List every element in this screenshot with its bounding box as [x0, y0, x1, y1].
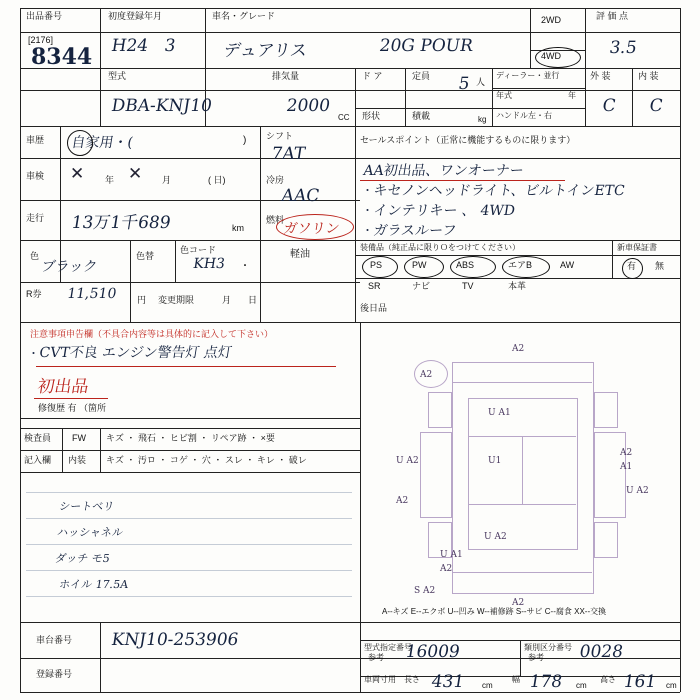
- lm-h3: [20, 240, 360, 241]
- grade: 20G POUR: [378, 36, 475, 56]
- warranty-mark: 有: [627, 261, 637, 271]
- diagram-label-top: A2: [512, 344, 525, 354]
- border-left: [20, 8, 21, 692]
- diagram-label-ua2-mid: U A2: [484, 532, 507, 542]
- rken-split: [130, 282, 131, 322]
- car-damage-diagram: [380, 336, 670, 616]
- notice-line1-underline: [36, 366, 336, 367]
- lot-number: 8344: [31, 44, 93, 70]
- model-name-label: 車名・グレード: [212, 11, 276, 21]
- diagram-label-a2-l2: A2: [396, 496, 409, 506]
- equip-label: 装備品（純正品に限りＯをつけてください）: [360, 243, 520, 252]
- equip-tv: TV: [462, 281, 474, 291]
- notice-title: 注意事項申告欄（不具合内容等は具体的に記入して下さい）: [30, 329, 274, 339]
- inspector-items: キズ ・ 飛石 ・ ヒビ割 ・ リペア跡 ・ ×要: [106, 433, 275, 443]
- reg-month: 3: [163, 36, 177, 56]
- note-rule-4: [26, 570, 352, 571]
- door-label: ド ア: [362, 71, 383, 81]
- shaken-year: 年: [105, 175, 115, 185]
- chassis-label: 車台番号: [36, 635, 73, 645]
- footer-v1: [100, 622, 101, 692]
- grid-h1: [20, 32, 680, 33]
- notice-h3: [20, 450, 360, 451]
- width-unit: cm: [576, 681, 587, 690]
- handle-label: ハンドル左・右: [496, 111, 552, 120]
- equip-pw: PW: [412, 260, 427, 270]
- seats-unit: 人: [476, 77, 486, 87]
- class-label: 類別区分番号: [524, 643, 572, 652]
- grid-v7: [632, 68, 633, 126]
- fuel-value: ガソリン: [282, 221, 341, 237]
- equip-aw: AW: [560, 260, 575, 270]
- ac-label: 冷房: [266, 175, 285, 185]
- warranty-split: [612, 240, 613, 278]
- type-desig-label: 型式指定番号: [364, 643, 412, 652]
- type-value: DBA-KNJ10: [110, 96, 214, 116]
- diagram-label-ua2-left: U A2: [396, 456, 419, 466]
- record-label: 記入欄: [24, 455, 52, 465]
- diagram-label-a2-low: A2: [440, 564, 453, 574]
- warranty-value: 無: [655, 261, 665, 271]
- drive-2wd-label: 2WD: [541, 15, 561, 25]
- diagram-label-bottom: A2: [512, 598, 525, 608]
- diagram-cabin: [468, 398, 578, 550]
- border-bottom: [20, 692, 680, 693]
- diagram-side-right: [594, 432, 626, 518]
- mileage-label: 走行: [26, 213, 45, 223]
- score-label: 評 価 点: [596, 11, 629, 21]
- notice-line-2: 初出品: [36, 377, 91, 397]
- sales-item-2: インテリキー 、 4WD: [372, 203, 517, 219]
- disp-value: 2000: [285, 96, 332, 116]
- footer-v2: [360, 622, 361, 692]
- diagram-label-ua1-low: U A1: [440, 550, 463, 560]
- diagram-label-sa2: S A2: [414, 586, 436, 596]
- len-unit: cm: [482, 681, 493, 690]
- note-text-2: ハッシャネル: [56, 526, 124, 539]
- color-split: [130, 240, 131, 282]
- sales-title: セールスポイント（正常に機能するものに限ります）: [360, 135, 576, 145]
- height-value: 161: [622, 672, 658, 692]
- diagram-wheel-rr: [594, 522, 618, 558]
- history-value: 自家用・(: [70, 135, 135, 151]
- grid-v1: [100, 8, 101, 126]
- load-label: 積載: [412, 111, 431, 121]
- grid-v6: [585, 8, 586, 126]
- history-circle: [67, 130, 93, 156]
- equip-abs: ABS: [456, 260, 475, 270]
- rken-unit: 円: [137, 295, 147, 305]
- maker-unit: 年: [568, 91, 576, 100]
- grid-v5: [530, 8, 531, 68]
- note-text-4: ホイル 17.5A: [58, 578, 130, 591]
- diagram-label-fl: A2: [420, 370, 433, 380]
- width-label: 幅: [512, 675, 520, 684]
- dimension-label: 車両寸用: [364, 675, 396, 684]
- warranty-label: 新車保証書: [617, 243, 657, 252]
- color-change-label: 色替: [136, 251, 155, 261]
- type-desig-sub: 参考: [368, 653, 384, 662]
- shape-split: [355, 108, 492, 109]
- rken-label: R券: [26, 289, 42, 299]
- shaken-month: 月: [162, 175, 172, 185]
- maker-label: 年式: [496, 91, 512, 100]
- reg-date-label: 初度登録年月: [108, 11, 163, 21]
- disp-label: 排気量: [272, 71, 300, 81]
- equip-sr: SR: [368, 281, 381, 291]
- color-code-dot: ・: [240, 261, 250, 272]
- border-right: [680, 8, 681, 692]
- diagram-line-5: [452, 572, 592, 573]
- shaken-label: 車検: [26, 171, 45, 181]
- note-text-3: ダッチ モ5: [54, 552, 111, 565]
- class-value: 0028: [578, 642, 625, 662]
- lm-h4: [20, 282, 360, 283]
- drive-4wd-label: 4WD: [541, 51, 561, 61]
- diagram-label-a2-right: A2: [620, 448, 633, 458]
- inspector-split: [62, 428, 63, 472]
- note-rule-3: [26, 544, 352, 545]
- class-sub: 参考: [528, 653, 544, 662]
- grid-v4: [492, 68, 493, 126]
- lm-h5: [20, 322, 680, 323]
- disp-unit: CC: [338, 113, 350, 122]
- fuel-sub: 軽油: [290, 249, 310, 260]
- footer-h1: [20, 622, 680, 623]
- ext-grade: C: [601, 96, 618, 116]
- border-top: [20, 8, 680, 9]
- diagram-legend: A--キズ E--エクボ U--凹み W--補修跡 S--サビ C--腐食 XX--交換: [382, 607, 607, 616]
- color-code-label: 色コード: [180, 245, 217, 255]
- notice-h2: [20, 428, 360, 429]
- grid-v3b: [405, 68, 406, 126]
- sales-bullet-2: ・: [362, 204, 373, 217]
- sales-item-3: ガラスルーフ: [372, 223, 458, 239]
- equip-airbag: エアB: [508, 260, 533, 270]
- note-rule-1: [26, 492, 352, 493]
- grid-h2: [20, 68, 680, 69]
- reg-number-label: 登録番号: [36, 669, 73, 679]
- left-block-left: [20, 126, 21, 322]
- dealer-label: ディーラー・並行: [496, 71, 560, 80]
- sales-bullet-1: ・: [362, 184, 373, 197]
- change-limit-month: 月: [222, 295, 232, 305]
- diagram-label-u1: U1: [488, 456, 502, 466]
- lot-sub: [2176]: [28, 35, 54, 45]
- shift-value: 7AT: [270, 144, 307, 164]
- lot-label: 出品番号: [26, 11, 63, 21]
- width-value: 178: [528, 672, 564, 692]
- inspector-split2: [100, 428, 101, 472]
- model-name: デュアリス: [222, 41, 309, 61]
- color-value: ブラック: [40, 259, 99, 275]
- left-block-right: [260, 126, 261, 322]
- diagram-wheel-fr: [594, 392, 618, 428]
- drive-4wd-circle: [535, 47, 581, 68]
- fuel-label: 燃料: [266, 215, 285, 225]
- load-unit: kg: [478, 115, 487, 124]
- repair-label: 修復歴 有 （箇所: [38, 403, 107, 413]
- after-label: 後日品: [360, 303, 388, 313]
- reg-year: H24: [110, 36, 150, 56]
- equip-navi: ナビ: [412, 281, 431, 291]
- change-limit-label: 変更期限: [158, 295, 195, 305]
- shaken-strike1: ✕: [70, 164, 85, 184]
- dealer-split2: [492, 108, 585, 109]
- notice-h1: [20, 418, 360, 419]
- diagram-wheel-fl: [428, 392, 452, 428]
- note-rule-2: [26, 518, 352, 519]
- sales-h1: [355, 158, 680, 159]
- shape-label: 形状: [362, 111, 381, 121]
- height-label: 高さ: [600, 675, 616, 684]
- type-desig-value: 16009: [404, 642, 462, 662]
- record-inner: 内装: [68, 455, 87, 465]
- diagram-label-a1-right: A1: [620, 462, 633, 472]
- mileage-value: 13万1千689: [70, 213, 173, 233]
- inspector-label: 検査員: [24, 433, 52, 443]
- height-unit: cm: [666, 681, 677, 690]
- diagram-line-4: [452, 382, 592, 383]
- shaken-day: ( 日): [208, 175, 226, 185]
- dealer-split1: [492, 88, 585, 89]
- seats-label: 定員: [412, 71, 431, 81]
- chassis-value: KNJ10-253906: [110, 630, 240, 650]
- color-code-value: KH3: [192, 256, 227, 272]
- grid-h3: [20, 90, 680, 91]
- sales-headline: AA初出品、ワンオーナー: [362, 163, 525, 179]
- history-label: 車歴: [26, 135, 45, 145]
- change-limit-day: 日: [248, 295, 258, 305]
- notice-bullet: ・: [28, 347, 39, 360]
- shift-label: シフト: [266, 131, 294, 141]
- notice-right: [360, 322, 361, 622]
- grid-h4: [20, 126, 680, 127]
- type-label: 型式: [108, 71, 127, 81]
- equip-ps: PS: [370, 260, 383, 270]
- diagram-line-2: [468, 504, 576, 505]
- ext-label: 外 装: [590, 71, 611, 81]
- mid-col: [355, 126, 356, 322]
- diagram-label-ua1: U A1: [488, 408, 511, 418]
- shaken-strike2: ✕: [128, 164, 143, 184]
- color-label: 色: [30, 251, 40, 261]
- notice-line2-underline: [34, 398, 108, 399]
- sales-h2: [355, 240, 680, 241]
- len-sub: 長さ: [404, 675, 420, 684]
- len-value: 431: [430, 672, 466, 692]
- int-grade: C: [648, 96, 665, 116]
- inspector-fw: FW: [72, 433, 86, 443]
- int-label: 内 装: [638, 71, 659, 81]
- diagram-side-left: [420, 432, 452, 518]
- ac-value: AAC: [280, 186, 321, 206]
- colorcode-split: [175, 240, 176, 282]
- diagram-label-ua2-right: U A2: [626, 486, 649, 496]
- rken-value: 11,510: [66, 286, 118, 302]
- sales-item-1: キセノンヘッドライト、ビルトインETC: [372, 183, 626, 199]
- footer-v3: [520, 640, 521, 676]
- mileage-unit: km: [232, 223, 244, 233]
- note-rule-5: [26, 596, 352, 597]
- note-text-1: シートベリ: [58, 500, 116, 513]
- sales-bullet-3: ・: [362, 224, 373, 237]
- record-items: キズ ・ 汚ロ ・ コゲ ・ 穴 ・ スレ ・ キレ ・ 破レ: [106, 455, 307, 465]
- grid-v3: [355, 68, 356, 126]
- diagram-line-3: [522, 436, 523, 504]
- notice-line-1: CVT不良 エンジン警告灯 点灯: [38, 345, 234, 361]
- lm-h1: [20, 158, 360, 159]
- seats-value: 5: [457, 74, 471, 94]
- notice-h4: [20, 472, 360, 473]
- score-value: 3.5: [608, 38, 639, 58]
- fuel-circle: [276, 214, 354, 240]
- history-close: ): [243, 135, 247, 146]
- equip-leather: 本革: [508, 281, 527, 291]
